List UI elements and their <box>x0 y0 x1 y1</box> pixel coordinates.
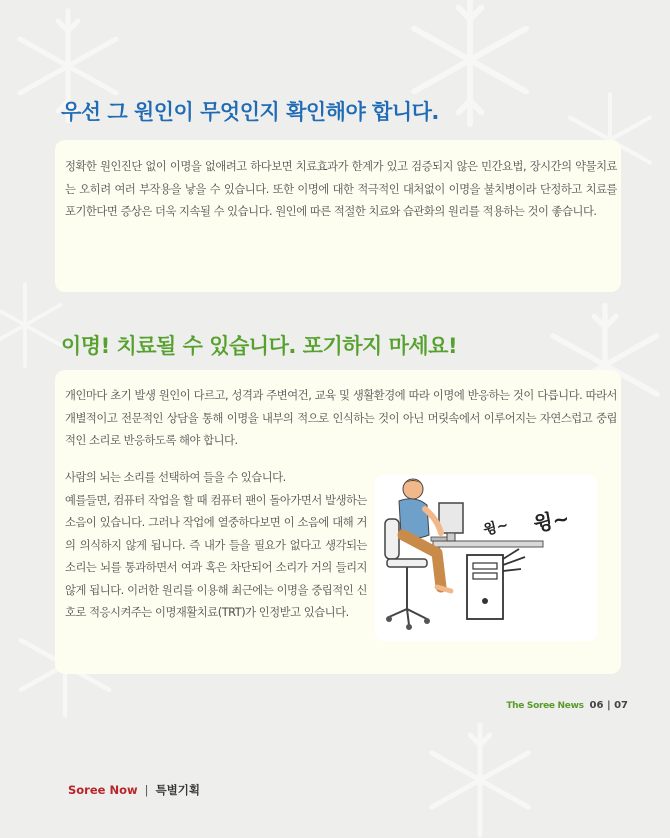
snowflake-decoration <box>0 280 70 370</box>
section-heading-check-cause: 우선 그 원인이 무엇인지 확인해야 합니다. <box>61 100 439 124</box>
computer-user-drawing <box>375 475 597 641</box>
sound-effect-small: 윙~ <box>481 517 511 539</box>
paragraph-individual: 개인마다 초기 발생 원인이 다르고, 성격과 주변여건, 교육 및 생활환경에 따라 이명에 반응하는 것이 다릅니다. 따라서 개별적이고 전문적인 상담을 통해 이명을 내부의 적으로 인식하는 것이 아닌 머릿속에서 이루어지는 자연스럽고 중립적인 소리로 반응하도록 해야 합니다. <box>65 389 617 447</box>
publication-name: The Soree News <box>506 701 584 711</box>
paragraph-cause: 정확한 원인진단 없이 이명을 없애려고 하다보면 치료효과가 한계가 있고 검증되지 않은 민간요법, 장시간의 약물치료는 오히려 여러 부작용을 낳을 수 있습니다. 또한 이명에 대한 적극적인 대처없이 이명을 불치병이라 단정하고 치료를 포기한다면 증상은 더욱 지속될 수 있습니다. 원인에 따른 적절한 치료와 습관화의 원리를 적용하는 것이 좋습니다. <box>65 160 617 218</box>
section-separator: | <box>144 783 149 797</box>
illustration-computer-user <box>375 475 597 641</box>
paragraph-brain-rest: 예를들면, 컴퓨터 작업을 할 때 컴퓨터 팬이 돌아가면서 발생하는 소음이 있습니다. 그러나 작업에 열중하다보면 이 소음에 대해 거의 의식하지 않게 됩니다. 즉 내가 들을 필요가 없다고 생각되는 소리는 뇌를 통과하면서 여과 혹은 차단되어 소리가 거의 들리지 않게 됩니다. 이러한 원리를 이용해 최근에는 이명을 중립적인 신호로 적응시켜주는 이명재활치료(TRT)가 인정받고 있습니다. <box>65 493 367 619</box>
sound-effect-large: 윙~ <box>531 506 572 536</box>
page-footer-left <box>68 782 200 798</box>
paragraph-brain <box>65 467 367 625</box>
section-name: Soree Now <box>68 783 138 797</box>
page-numbers: 06 | 07 <box>589 700 628 711</box>
subsection-name: 특별기획 <box>155 783 200 797</box>
section-heading-treatable: 이명! 치료될 수 있습니다. 포기하지 마세요! <box>61 334 458 358</box>
snowflake-decoration <box>420 720 540 838</box>
page-footer-right <box>506 700 628 711</box>
paragraph-brain-line1: 사람의 뇌는 소리를 선택하여 들을 수 있습니다. <box>65 471 286 484</box>
